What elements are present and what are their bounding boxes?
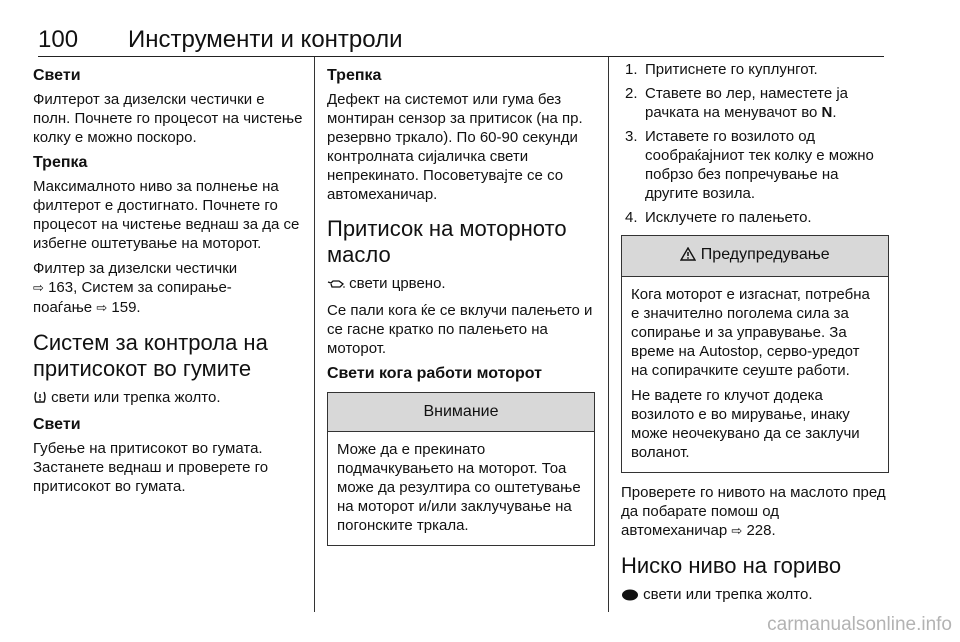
list-item (621, 127, 889, 203)
fuel-indicator-icon (621, 587, 639, 606)
warning-text: Кога моторот е изгаснат, потребна е значително поголема сила за сопирање и за управување. За време на Autostop, серво-уредот на сопирачките сеуште работи. (631, 286, 870, 379)
paragraph-text: 228. (746, 522, 776, 539)
paragraph: Губење на притисокот во гумата. Застанете веднаш и проверете го притисокот во гумата. (33, 440, 269, 495)
icon-description: свети или трепка жолто. (643, 586, 813, 603)
column-divider-2 (608, 57, 609, 612)
step-text: Исклучете го палењето. (645, 209, 812, 226)
column-1 (33, 60, 303, 502)
step-text: Притиснете го куплунгот. (645, 61, 818, 78)
paragraph-text: Проверете го нивото на маслото пред да побарате помош од автомеханичар (621, 484, 886, 539)
warning-box-title (622, 236, 888, 277)
chapter-heading: Притисок на моторното масло (327, 216, 567, 267)
step-number: 3. (625, 128, 638, 145)
tire-pressure-icon (33, 390, 47, 409)
icon-description: свети црвено. (349, 275, 446, 292)
section-heading: Свети (33, 67, 81, 84)
paragraph: Максималното ниво за полнење на филтерот е достигнато. Почнете го процесот на чистење веднаш за да се избегне оштетување на моторот. (33, 178, 300, 252)
step-list (621, 60, 889, 227)
paragraph: Дефект на системот или гума без монтиран сензор за притисок (на пр. резервно тркало). По 60-90 секунди контролната сијаличка свети непрекинато. Посоветувајте се со автомеханичар. (327, 91, 583, 203)
ref-text: 163, Систем за сопирање- (48, 279, 232, 296)
ref-text: Филтер за дизелски честички (33, 260, 238, 277)
section-heading: Трепка (33, 154, 88, 171)
page-number: 100 (38, 26, 79, 53)
oil-can-icon (327, 276, 345, 295)
chapter-heading: Ниско ниво на гориво (621, 553, 842, 578)
warning-box (621, 235, 889, 473)
step-number: 1. (625, 61, 638, 78)
warning-text: Не вадете го клучот додека возилото е во мирување, инаку може неочекувано да се заклучи воланот. (631, 387, 860, 461)
list-item (621, 208, 889, 227)
ref-text: поаѓање (33, 299, 93, 316)
page-ref-icon: ⇨ (96, 301, 108, 316)
paragraph: Се пали кога ќе се вклучи палењето и се гасне кратко по палењето на моторот. (327, 302, 593, 357)
watermark: carmanualsonline.info (767, 614, 952, 635)
chapter-heading: Систем за контрола на притисокот во гумите (33, 330, 268, 381)
warning-triangle-icon (680, 247, 696, 267)
paragraph: Филтерот за дизелски честички е полн. Почнете го процесот на чистење колку е можно поскоро. (33, 91, 303, 146)
warning-title-text: Предупредување (700, 246, 830, 263)
icon-line (621, 585, 889, 606)
caution-text: Може да е прекинато подмачкувањето на моторот. Тоа може да резултира со оштетување на моторот и/или заклучување на погонските тркала. (337, 441, 581, 534)
page-title: Инструменти и контроли (128, 26, 403, 53)
paragraph (621, 483, 889, 541)
list-item (621, 84, 889, 122)
step-text: . (832, 104, 837, 121)
step-number: 2. (625, 85, 638, 102)
cross-reference (33, 259, 303, 318)
step-number: 4. (625, 209, 638, 226)
gear-label: N (821, 104, 833, 121)
caution-box (327, 392, 595, 546)
section-heading: Свети (33, 416, 81, 433)
header-divider (38, 56, 884, 57)
icon-line (33, 388, 303, 409)
ref-text: 159. (111, 299, 141, 316)
page-ref-icon: ⇨ (731, 524, 743, 539)
page-ref-icon: ⇨ (33, 281, 44, 296)
icon-description: свети или трепка жолто. (51, 389, 221, 406)
section-heading: Свети кога работи моторот (327, 365, 542, 382)
column-divider-1 (314, 57, 315, 612)
step-text: Ставете во лер, наместете ја рачката на менувачот во (645, 85, 849, 121)
caution-box-title: Внимание (328, 393, 594, 432)
section-heading: Трепка (327, 67, 382, 84)
icon-line (327, 274, 595, 295)
column-3 (621, 60, 889, 612)
column-2 (327, 60, 595, 554)
page-header (38, 26, 884, 56)
step-text: Иставете го возилото од сообраќајниот тек колку е можно побрзо без попречување на другите возила. (645, 128, 874, 202)
list-item (621, 60, 889, 79)
